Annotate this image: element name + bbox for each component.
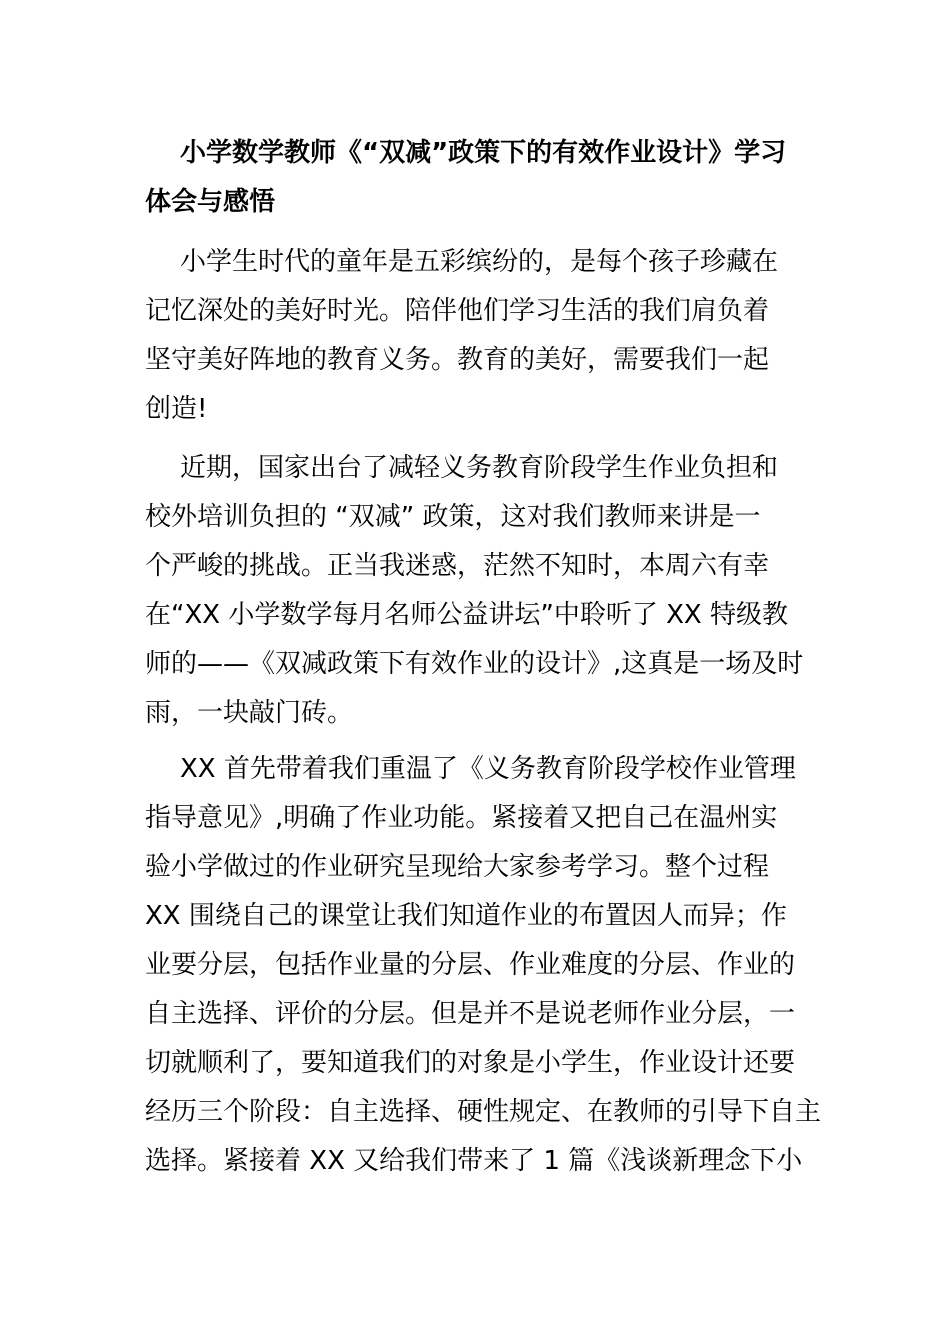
document-title-line-1: 小学数学教师《“双减”政策下的有效作业设计》学习: [180, 138, 787, 168]
paragraph-1-line-2: 记忆深处的美好时光。陪伴他们学习生活的我们肩负着: [145, 296, 770, 326]
paragraph-3-line-3: 验小学做过的作业研究呈现给大家参考学习。整个过程: [145, 852, 770, 882]
paragraph-2-line-3: 个严峻的挑战。正当我迷惑，茫然不知时，本周六有幸: [145, 551, 770, 581]
paragraph-2-line-1: 近期，国家出台了减轻义务教育阶段学生作业负担和: [180, 453, 779, 483]
paragraph-1-line-1: 小学生时代的童年是五彩缤纷的，是每个孩子珍藏在: [180, 247, 779, 277]
paragraph-3-line-4: XX 围绕自己的课堂让我们知道作业的布置因人而异；作: [145, 901, 787, 931]
paragraph-3-line-7: 切就顺利了，要知道我们的对象是小学生，作业设计还要: [145, 1048, 796, 1078]
paragraph-1-line-4: 创造!: [145, 394, 208, 424]
paragraph-2-line-5: 师的——《双减政策下有效作业的设计》,这真是一场及时: [145, 649, 804, 679]
paragraph-1-line-3: 坚守美好阵地的教育义务。教育的美好，需要我们一起: [145, 345, 770, 375]
paragraph-2-line-6: 雨，一块敲门砖。: [145, 698, 354, 728]
paragraph-2-line-4: 在“XX 小学数学每月名师公益讲坛”中聆听了 XX 特级教: [145, 600, 788, 630]
paragraph-3-line-2: 指导意见》,明确了作业功能。紧接着又把自己在温州实: [145, 803, 778, 833]
paragraph-3-line-6: 自主选择、评价的分层。但是并不是说老师作业分层，一: [145, 999, 796, 1029]
paragraph-3-line-1: XX 首先带着我们重温了《义务教育阶段学校作业管理: [180, 754, 796, 784]
document-title-line-2: 体会与感悟: [145, 187, 276, 217]
paragraph-3-line-9: 选择。紧接着 XX 又给我们带来了 1 篇《浅谈新理念下小: [145, 1146, 803, 1176]
paragraph-3-line-8: 经历三个阶段：自主选择、硬性规定、在教师的引导下自主: [145, 1097, 822, 1127]
paragraph-2-line-2: 校外培训负担的 “双减” 政策，这对我们教师来讲是一: [145, 502, 761, 532]
paragraph-3-line-5: 业要分层，包括作业量的分层、作业难度的分层、作业的: [145, 950, 796, 980]
